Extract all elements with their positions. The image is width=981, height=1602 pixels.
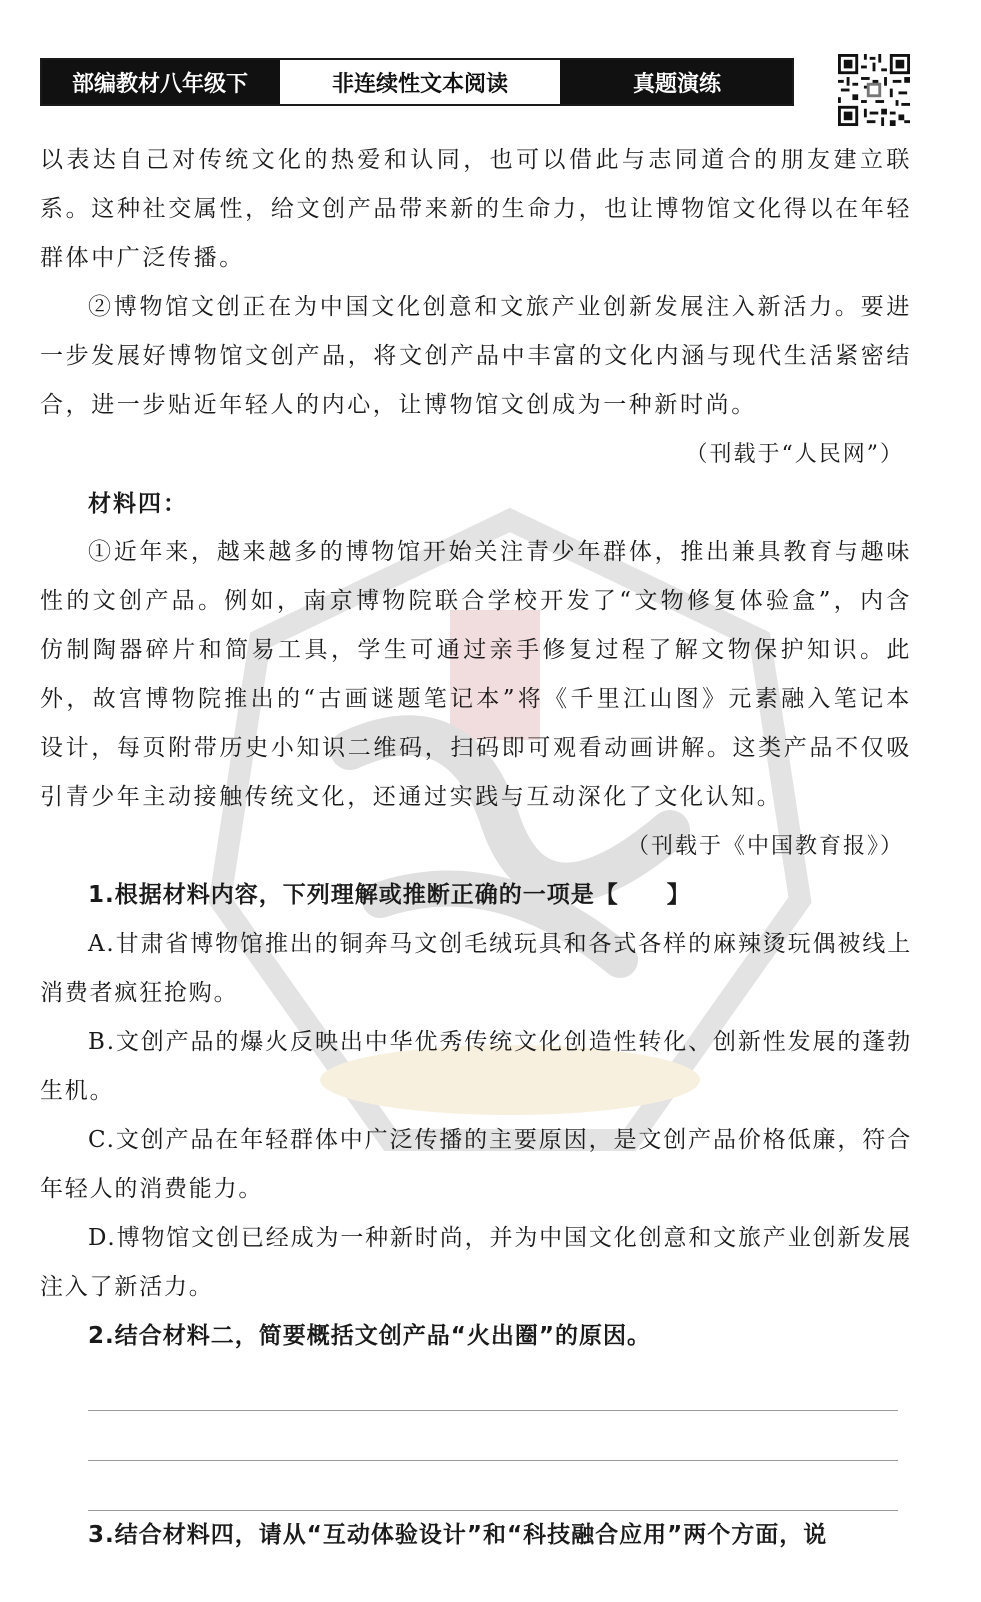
question-1-option-c[interactable]: C.文创产品在年轻群体中广泛传播的主要原因，是文创产品价格低廉，符合年轻人的消费能力。 xyxy=(40,1127,912,1202)
material-four-text: ①近年来，越来越多的博物馆开始关注青少年群体，推出兼具教育与趣味性的文创产品。例如，南京博物院联合学校开发了“文物修复体验盒”，内含仿制陶器碎片和简易工具，学生可通过亲手修复过程了解文物保护知识。此外，故宫博物院推出的“古画谜题笔记本”将《千里江山图》元素融入笔记本设计，每页附带历史小知识二维码，扫码即可观看动画讲解。这类产品不仅吸引青少年主动接触传统文化，还通过实践与互动深化了文化认知。 xyxy=(40,539,912,810)
passage-paragraph: 以表达自己对传统文化的热爱和认同，也可以借此与志同道合的朋友建立联系。这种社交属性，给文创产品带来新的生命力，也让博物馆文化得以在年轻群体中广泛传播。 xyxy=(40,147,912,271)
question-1-option-d[interactable]: D.博物馆文创已经成为一种新时尚，并为中国文化创意和文旅产业创新发展注入了新活力。 xyxy=(40,1225,912,1300)
source-citation: （刊载于《中国教育报》） xyxy=(626,834,904,859)
answer-line[interactable] xyxy=(88,1361,898,1411)
header-grade: 部编教材八年级下 xyxy=(42,60,278,104)
page-content xyxy=(40,136,912,1560)
header-section: 真题演练 xyxy=(562,60,792,104)
header-topic: 非连续性文本阅读 xyxy=(278,60,562,104)
answer-line[interactable] xyxy=(88,1411,898,1461)
question-3-stem: 3.结合材料四，请从“互动体验设计”和“科技融合应用”两个方面，说 xyxy=(88,1522,828,1548)
passage-paragraph: ②博物馆文创正在为中国文化创意和文旅产业创新发展注入新活力。要进一步发展好博物馆文创产品，将文创产品中丰富的文化内涵与现代生活紧密结合，进一步贴近年轻人的内心，让博物馆文创成为一种新时尚。 xyxy=(40,294,912,418)
qr-code-icon xyxy=(838,54,910,126)
source-citation: （刊载于“人民网”） xyxy=(685,442,904,467)
question-1-option-a[interactable]: A.甘肃省博物馆推出的铜奔马文创毛绒玩具和各式各样的麻辣烫玩偶被线上消费者疯狂抢购。 xyxy=(40,931,912,1006)
question-2-stem: 2.结合材料二，简要概括文创产品“火出圈”的原因。 xyxy=(88,1323,651,1349)
material-four-title: 材料四： xyxy=(88,490,188,517)
question-1-stem: 1.根据材料内容，下列理解或推断正确的一项是【 】 xyxy=(88,882,691,908)
answer-line[interactable] xyxy=(88,1461,898,1511)
header-bar xyxy=(40,58,794,106)
question-1-option-b[interactable]: B.文创产品的爆火反映出中华优秀传统文化创造性转化、创新性发展的蓬勃生机。 xyxy=(40,1029,912,1104)
